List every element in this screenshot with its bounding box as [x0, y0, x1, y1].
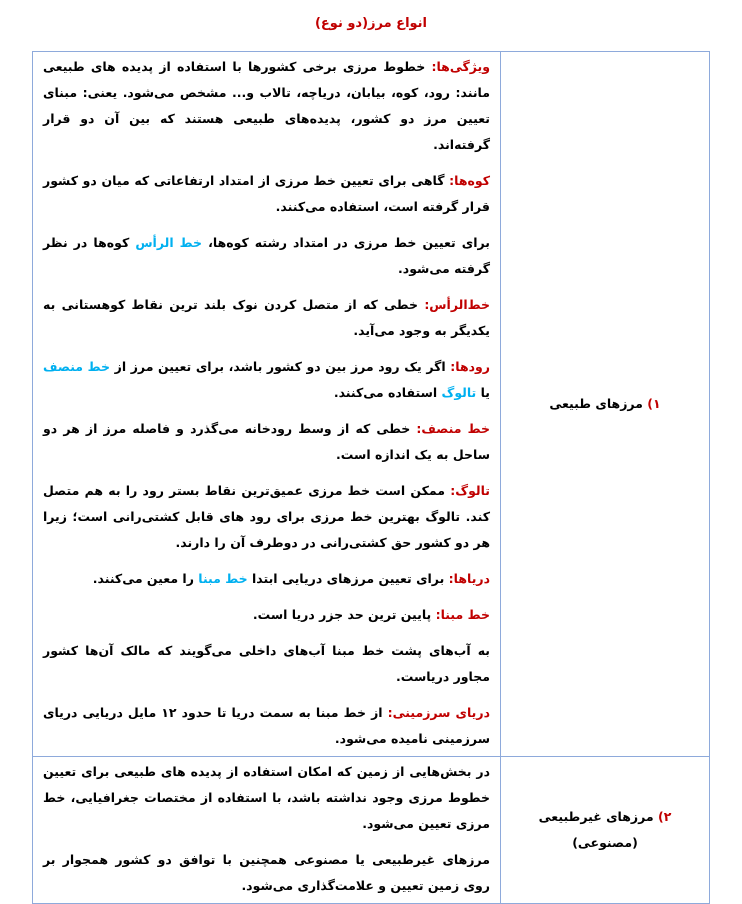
term: رودها:	[450, 359, 490, 374]
highlight-term: خط مبنا	[198, 571, 248, 586]
row-number: ۲)	[657, 809, 672, 824]
paragraph-text: برای تعیین خط مرزی در امتداد رشته کوه‌ها،	[202, 235, 490, 250]
paragraph-text: کوه‌ها در نظر گرفته می‌شود.	[43, 235, 490, 276]
paragraph-baseline	[43, 602, 490, 628]
row-label-natural	[501, 52, 710, 757]
paragraph-text: استفاده می‌کنند.	[333, 385, 442, 400]
row-label-subtext: (مصنوعی)	[572, 835, 638, 850]
border-types-table	[32, 51, 710, 904]
paragraph-text: پایین ترین حد جزر دریا است.	[252, 607, 436, 622]
highlight-term: خط الرأس	[135, 235, 203, 250]
paragraph-internal-waters	[43, 638, 490, 690]
paragraph-text: به آب‌های پشت خط مبنا آب‌های داخلی می‌گویند که مالک آن‌ها کشور مجاور دریاست.	[43, 643, 490, 684]
paragraph-text: خطی که از وسط رودخانه می‌گذرد و فاصله مرز از هر دو ساحل به یک اندازه است.	[43, 421, 490, 462]
paragraph-thalweg	[43, 478, 490, 556]
paragraph-territorial-sea	[43, 700, 490, 752]
paragraph-text: از خط مبنا به سمت دریا تا حدود ۱۲ مایل دریایی دریای سرزمینی نامیده می‌شود.	[43, 705, 490, 746]
paragraph-ridge-definition	[43, 292, 490, 344]
term: کوه‌ها:	[449, 173, 490, 188]
row-content-natural	[33, 52, 501, 757]
paragraph-text: یا	[476, 385, 490, 400]
paragraph-text: خطوط مرزی برخی کشورها با استفاده از پدیده های طبیعی مانند: رود، کوه، بیابان، دریاچه، تالاب و... مشخص می‌شود. یعنی: مبنای تعیین مرز دو کشور، پدیده‌های طبیعی هستند که بین آن دو قرار گرفته‌اند.	[43, 59, 490, 152]
paragraph-text: ممکن است خط مرزی عمیق‌ترین نقاط بستر رود را به هم متصل کند. تالوگ بهترین خط مرزی برای رود های قابل کشتی‌رانی است؛ زیرا هر دو کشور حق کشتی‌رانی در دوطرف آن را دارند.	[43, 483, 490, 550]
paragraph-coordinates	[43, 759, 490, 837]
term: خط‌الرأس:	[424, 297, 490, 312]
paragraph-features	[43, 54, 490, 158]
term: دریای سرزمینی:	[387, 705, 490, 720]
row-label-text: مرزهای طبیعی	[549, 396, 643, 411]
paragraph-text: مرزهای غیرطبیعی یا مصنوعی همچنین با توافق دو کشور همجوار بر روی زمین تعیین و علامت‌گذاری می‌شود.	[43, 852, 490, 893]
term: خط منصف:	[416, 421, 491, 436]
paragraph-seas	[43, 566, 490, 592]
paragraph-mountains	[43, 168, 490, 220]
paragraph-ridge-usage	[43, 230, 490, 282]
paragraph-text: برای تعیین مرزهای دریایی ابتدا	[247, 571, 449, 586]
term: دریاها:	[448, 571, 490, 586]
row-label-artificial	[501, 757, 710, 904]
paragraph-agreement	[43, 847, 490, 899]
paragraph-text: را معین می‌کنند.	[92, 571, 199, 586]
highlight-term: تالوگ	[441, 385, 477, 400]
table-row-natural	[33, 52, 710, 757]
paragraph-text: خطی که از متصل کردن نوک بلند ترین نقاط کوهستانی به یکدیگر به وجود می‌آید.	[43, 297, 490, 338]
table-row-artificial	[33, 757, 710, 904]
paragraph-text: اگر یک رود مرز بین دو کشور باشد، برای تعیین مرز از	[110, 359, 451, 374]
term: ویژگی‌ها:	[431, 59, 490, 74]
term: خط مبنا:	[435, 607, 490, 622]
paragraph-text: گاهی برای تعیین خط مرزی از امتداد ارتفاعاتی که میان دو کشور قرار گرفته است، استفاده می‌کنند.	[43, 173, 490, 214]
row-content-artificial	[33, 757, 501, 904]
row-number: ۱)	[647, 396, 661, 411]
page-title: انواع مرز(دو نوع)	[314, 16, 428, 31]
highlight-term: خط منصف	[43, 359, 111, 374]
paragraph-text: در بخش‌هایی از زمین که امکان استفاده از پدیده های طبیعی برای تعیین خطوط مرزی وجود نداشته باشد، با استفاده از مختصات جغرافیایی، خط مرزی تعیین می‌شود.	[43, 764, 490, 831]
paragraph-rivers	[43, 354, 490, 406]
paragraph-median-line	[43, 416, 490, 468]
term: تالوگ:	[450, 483, 490, 498]
row-label-text: مرزهای غیرطبیعی	[538, 809, 654, 824]
